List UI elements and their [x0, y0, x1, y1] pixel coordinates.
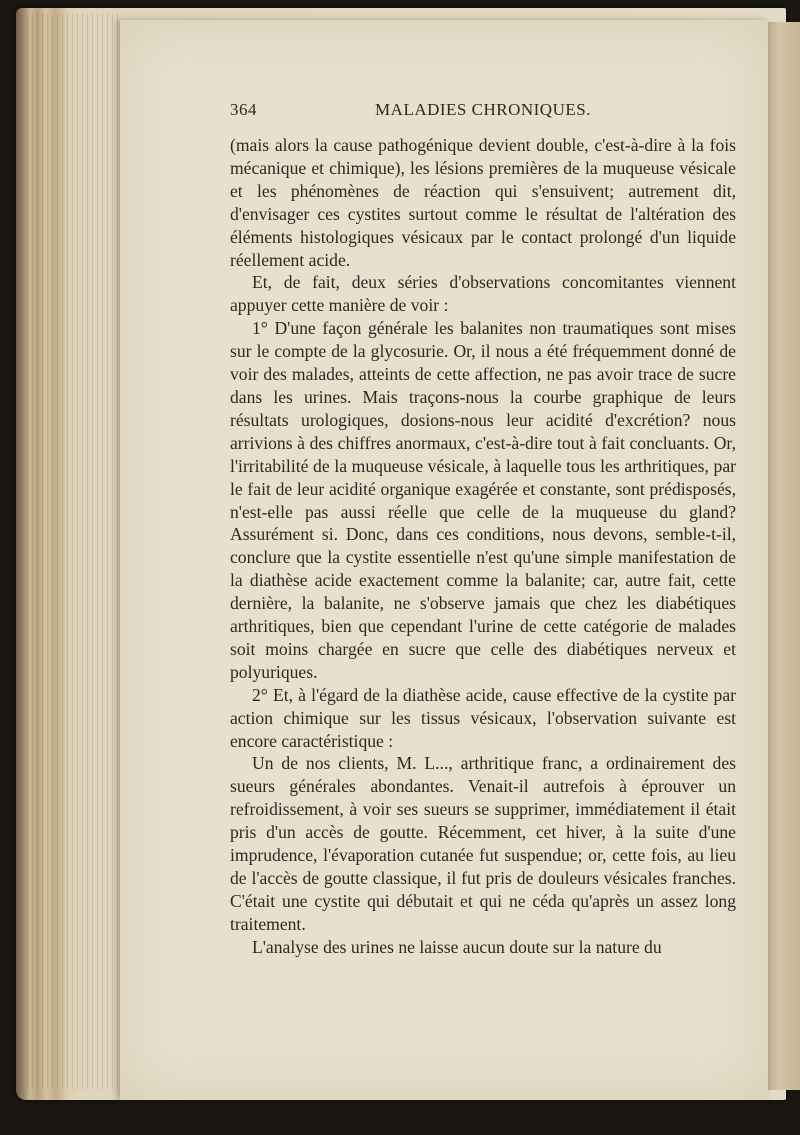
page-header [230, 100, 736, 126]
paragraph-case-report: Un de nos clients, M. L..., arthritique franc, a ordinairement des sueurs générales abondantes. Venait-il autrefois à éprouver un refroidissement, à voir ses sueurs se supprimer, immédiatement il était pris d'un accès de goutte. Récemment, cet hiver, à la suite d'une imprudence, l'évaporation cutanée fut suspendue; or, cette fois, au lieu de l'accès de goutte classique, il fut pris de douleurs vésicales franches. C'était une cystite qui débutait et qui ne céda qu'après un assez long traitement. [230, 753, 736, 934]
facing-page-edge [765, 22, 800, 1090]
page-edge-lines [22, 14, 122, 1089]
paragraph-urine-analysis: L'analyse des urines ne laisse aucun doute sur la nature du [252, 936, 662, 957]
page-number: 364 [230, 100, 257, 119]
paragraph-continuation: (mais alors la cause pathogénique devient double, c'est-à-dire à la fois mécanique et chimique), les lésions premières de la muqueuse vésicale et les phénomènes de réaction qui s'ensuivent; autrement dit, d'envisager ces cystites surtout comme le résultat de l'altération des éléments histologiques vésicaux par le contact prolongé d'un liquide réellement acide. [230, 135, 736, 270]
paragraph-point-2: 2° Et, à l'égard de la diathèse acide, cause effective de la cystite par action chimique sur les tissus vésicaux, l'observation suivante est encore caractéristique : [230, 684, 736, 751]
paragraph-intro: Et, de fait, deux séries d'observations concomitantes viennent appuyer cette manière de voir : [230, 272, 736, 316]
running-head: MALADIES CHRONIQUES. [375, 100, 591, 119]
paragraph-point-1: 1° D'une façon générale les balanites non traumatiques sont mises sur le compte de la glycosurie. Or, il nous a été fréquemment donné de voir des malades, atteints de cette affection, ne pas avoir trace de sucre dans les urines. Mais traçons-nous la courbe graphique de leurs résultats urologiques, dosions-nous leur acidité d'excrétion? nous arrivions à des chiffres anormaux, c'est-à-dire tout à fait concluants. Or, l'irritabilité de la muqueuse vésicale, à laquelle tous les arthritiques, par le fait de leur acidité organique exagérée et constante, sont prédisposés, n'est-elle pas aussi réelle que celle de la muqueuse du gland? Assurément si. Donc, dans ces conditions, nous devons, semble-t-il, conclure que la cystite essentielle n'est qu'une simple manifestation de la diathèse acide exactement comme la balanite; car, autre fait, cette dernière, la balanite, ne s'observe jamais que chez les diabétiques arthritiques, bien que cependant l'urine de cette catégorie de malades soit moins chargée en sucre que celle des diabétiques nerveux et polyuriques. [230, 318, 736, 682]
page-content [230, 100, 736, 959]
body-text [230, 134, 736, 959]
